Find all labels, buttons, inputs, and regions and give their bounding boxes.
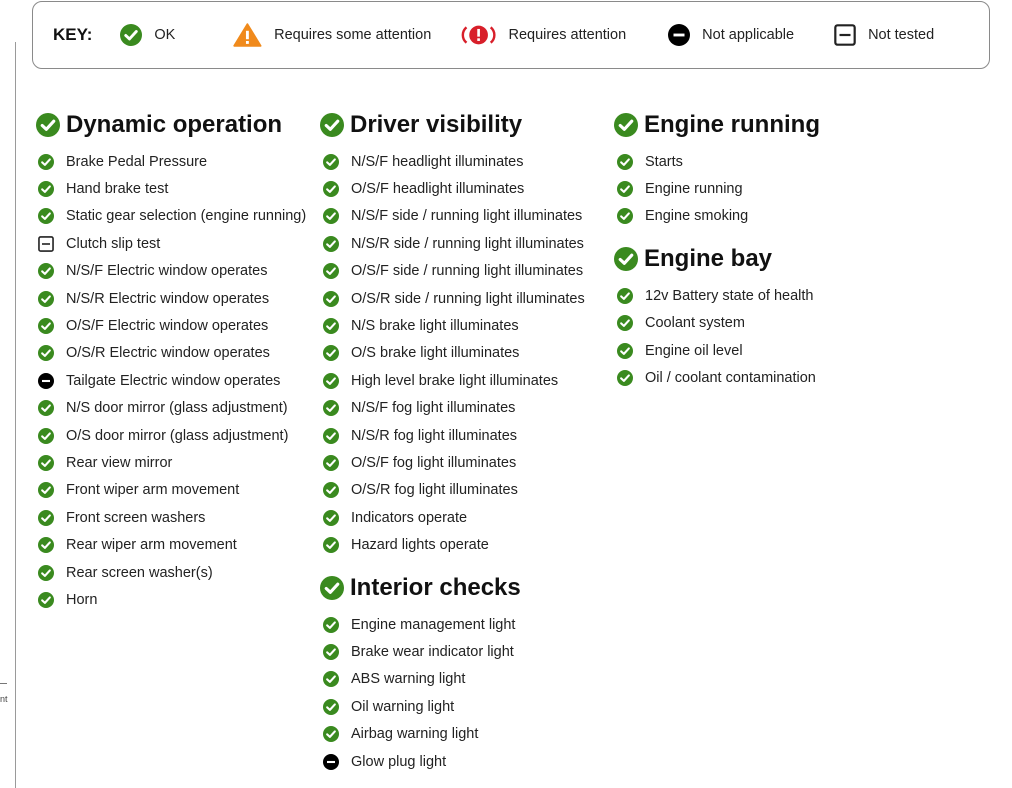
check-item-label: O/S brake light illuminates [351, 345, 520, 362]
check-item-label: N/S brake light illuminates [351, 318, 519, 335]
section-interior-checks [320, 571, 610, 775]
check-item [320, 449, 610, 476]
check-item [320, 340, 610, 367]
check-item-label: N/S/F side / running light illuminates [351, 208, 583, 225]
check-item [320, 748, 610, 775]
section-dynamic-operation [36, 108, 321, 614]
check-item [36, 395, 321, 422]
check-item [320, 285, 610, 312]
check-item [320, 312, 610, 339]
section-title-text: Dynamic operation [66, 111, 283, 138]
check-circle-icon [323, 644, 339, 660]
check-circle-icon [38, 482, 54, 498]
check-circle-icon [614, 247, 638, 271]
check-item [614, 282, 914, 309]
minus-circle-icon [323, 754, 339, 770]
check-item [320, 477, 610, 504]
key-item-some-attention [233, 23, 431, 47]
check-circle-icon [323, 263, 339, 279]
check-item-label: Glow plug light [351, 753, 447, 770]
section-title-text: Driver visibility [350, 111, 523, 138]
check-item [320, 504, 610, 531]
check-item [36, 340, 321, 367]
check-item [320, 395, 610, 422]
check-item-label: Clutch slip test [66, 235, 161, 252]
section-title-text: Engine running [644, 111, 820, 138]
key-item-label: Not applicable [702, 27, 795, 43]
check-circle-icon [323, 318, 339, 334]
check-item [320, 148, 610, 175]
check-circle-icon [323, 345, 339, 361]
check-circle-icon [38, 263, 54, 279]
check-circle-icon [38, 181, 54, 197]
check-circle-icon [38, 291, 54, 307]
check-circle-icon [617, 315, 633, 331]
check-item [320, 531, 610, 558]
check-circle-icon [323, 400, 339, 416]
check-item-label: Engine management light [351, 616, 516, 633]
check-item [320, 638, 610, 665]
section-title [320, 571, 610, 605]
check-item-label: Engine running [645, 181, 743, 198]
key-item-not-applicable [668, 24, 794, 46]
check-circle-icon [614, 113, 638, 137]
column-3 [614, 108, 914, 404]
column-1 [36, 108, 321, 626]
check-item [320, 422, 610, 449]
check-item-label: Horn [66, 591, 98, 608]
check-circle-icon [36, 113, 60, 137]
check-circle-icon [323, 537, 339, 553]
check-item [36, 312, 321, 339]
check-circle-icon [38, 592, 54, 608]
key-item-not-tested [834, 24, 934, 46]
check-item [614, 175, 914, 202]
check-item-label: Static gear selection (engine running) [66, 208, 307, 225]
check-circle-icon [617, 370, 633, 386]
check-circle-icon [617, 288, 633, 304]
check-item [36, 367, 321, 394]
check-item-label: Hand brake test [66, 181, 169, 198]
check-item-label: N/S/R side / running light illuminates [351, 235, 584, 252]
check-circle-icon [617, 208, 633, 224]
minus-circle-icon [38, 373, 54, 389]
check-item [36, 449, 321, 476]
check-circle-icon [617, 154, 633, 170]
check-circle-icon [323, 510, 339, 526]
section-title [614, 242, 914, 276]
check-item-label: Brake wear indicator light [351, 643, 514, 660]
check-circle-icon [320, 113, 344, 137]
check-circle-icon [38, 318, 54, 334]
check-circle-icon [323, 428, 339, 444]
check-circle-icon [323, 181, 339, 197]
column-2 [320, 108, 610, 787]
section-title [614, 108, 914, 142]
check-item-label: Rear wiper arm movement [66, 537, 237, 554]
check-circle-icon [323, 373, 339, 389]
check-item-label: Airbag warning light [351, 726, 479, 743]
check-item-label: O/S/R fog light illuminates [351, 482, 518, 499]
check-item-label: Tailgate Electric window operates [66, 372, 281, 389]
check-circle-icon [38, 565, 54, 581]
check-item [320, 367, 610, 394]
check-circle-icon [38, 208, 54, 224]
check-item-label: Engine oil level [645, 342, 743, 359]
check-item [36, 230, 321, 257]
check-circle-icon [38, 510, 54, 526]
check-item-label: N/S/R fog light illuminates [351, 427, 518, 444]
check-item [320, 666, 610, 693]
check-item [614, 203, 914, 230]
check-item-label: O/S door mirror (glass adjustment) [66, 427, 289, 444]
check-item-label: N/S/F Electric window operates [66, 263, 268, 280]
check-item [36, 586, 321, 613]
check-item [36, 477, 321, 504]
status-key [32, 1, 990, 69]
check-circle-icon [323, 154, 339, 170]
check-item-label: O/S/F side / running light illuminates [351, 263, 584, 280]
check-circle-icon [617, 181, 633, 197]
check-item-label: N/S door mirror (glass adjustment) [66, 400, 288, 417]
check-item-label: O/S/R side / running light illuminates [351, 290, 585, 307]
check-circle-icon [323, 482, 339, 498]
check-item-label: Oil / coolant contamination [645, 370, 816, 387]
check-item-label: ABS warning light [351, 671, 466, 688]
key-item-label: Requires attention [508, 27, 627, 43]
check-item-label: Front wiper arm movement [66, 482, 240, 499]
check-item [320, 611, 610, 638]
check-circle-icon [38, 154, 54, 170]
key-item-ok [120, 24, 175, 46]
check-item-label: Engine smoking [645, 208, 749, 225]
section-title [320, 108, 610, 142]
check-circle-icon [38, 537, 54, 553]
left-margin-rule [15, 42, 16, 788]
check-item [320, 203, 610, 230]
check-item [36, 258, 321, 285]
section-title [36, 108, 321, 142]
check-circle-icon [323, 726, 339, 742]
check-item-label: Hazard lights operate [351, 537, 489, 554]
check-item-label: O/S/F Electric window operates [66, 318, 269, 335]
check-circle-icon [38, 428, 54, 444]
check-item [614, 364, 914, 391]
check-item [320, 175, 610, 202]
check-item [36, 559, 321, 586]
key-item-label: Not tested [868, 27, 935, 43]
check-circle-icon [617, 343, 633, 359]
alert-circle-icon [461, 24, 496, 46]
check-item [320, 720, 610, 747]
section-engine-running [614, 108, 914, 230]
check-item-label: N/S/F fog light illuminates [351, 400, 516, 417]
check-item [36, 175, 321, 202]
check-circle-icon [323, 208, 339, 224]
warning-triangle-icon [233, 23, 262, 47]
check-item [36, 504, 321, 531]
section-engine-bay [614, 242, 914, 392]
left-margin-tick [0, 683, 7, 684]
check-circle-icon [323, 699, 339, 715]
check-item-label: Starts [645, 153, 683, 170]
key-item-label: Requires some attention [274, 27, 432, 43]
check-circle-icon [323, 617, 339, 633]
check-item-label: Rear screen washer(s) [66, 564, 213, 581]
check-circle-icon [320, 576, 344, 600]
check-item-label: Brake Pedal Pressure [66, 153, 208, 170]
check-item [320, 693, 610, 720]
check-item-label: Front screen washers [66, 509, 206, 526]
check-item [614, 310, 914, 337]
check-circle-icon [323, 236, 339, 252]
key-label: KEY: [53, 25, 93, 44]
check-circle-icon [38, 345, 54, 361]
check-item [36, 285, 321, 312]
check-item-label: O/S/F headlight illuminates [351, 181, 525, 198]
check-item-label: Rear view mirror [66, 454, 173, 471]
minus-square-icon [38, 236, 54, 252]
check-item-label: Indicators operate [351, 509, 468, 526]
check-item-label: Oil warning light [351, 698, 455, 715]
check-item [36, 203, 321, 230]
check-item-label: 12v Battery state of health [645, 287, 814, 304]
check-item-label: O/S/R Electric window operates [66, 345, 270, 362]
minus-circle-icon [668, 24, 690, 46]
check-item-label: O/S/F fog light illuminates [351, 454, 517, 471]
minus-square-icon [834, 24, 856, 46]
key-item-attention [461, 24, 626, 46]
check-circle-icon [323, 671, 339, 687]
check-circle-icon [38, 455, 54, 471]
check-item-label: N/S/F headlight illuminates [351, 153, 524, 170]
section-title-text: Engine bay [644, 245, 773, 273]
check-item [614, 337, 914, 364]
section-driver-visibility [320, 108, 610, 559]
check-circle-icon [323, 291, 339, 307]
check-item [614, 148, 914, 175]
check-circle-icon [38, 400, 54, 416]
check-item-label: N/S/R Electric window operates [66, 290, 270, 307]
check-item [36, 422, 321, 449]
section-title-text: Interior checks [350, 573, 521, 601]
check-item [320, 230, 610, 257]
check-item [36, 531, 321, 558]
check-item [36, 148, 321, 175]
check-circle-icon [120, 24, 142, 46]
check-item-label: High level brake light illuminates [351, 372, 559, 389]
check-item-label: Coolant system [645, 315, 745, 332]
key-item-label: OK [154, 27, 176, 43]
check-circle-icon [323, 455, 339, 471]
left-margin-text: nt [0, 694, 8, 704]
check-item [320, 258, 610, 285]
